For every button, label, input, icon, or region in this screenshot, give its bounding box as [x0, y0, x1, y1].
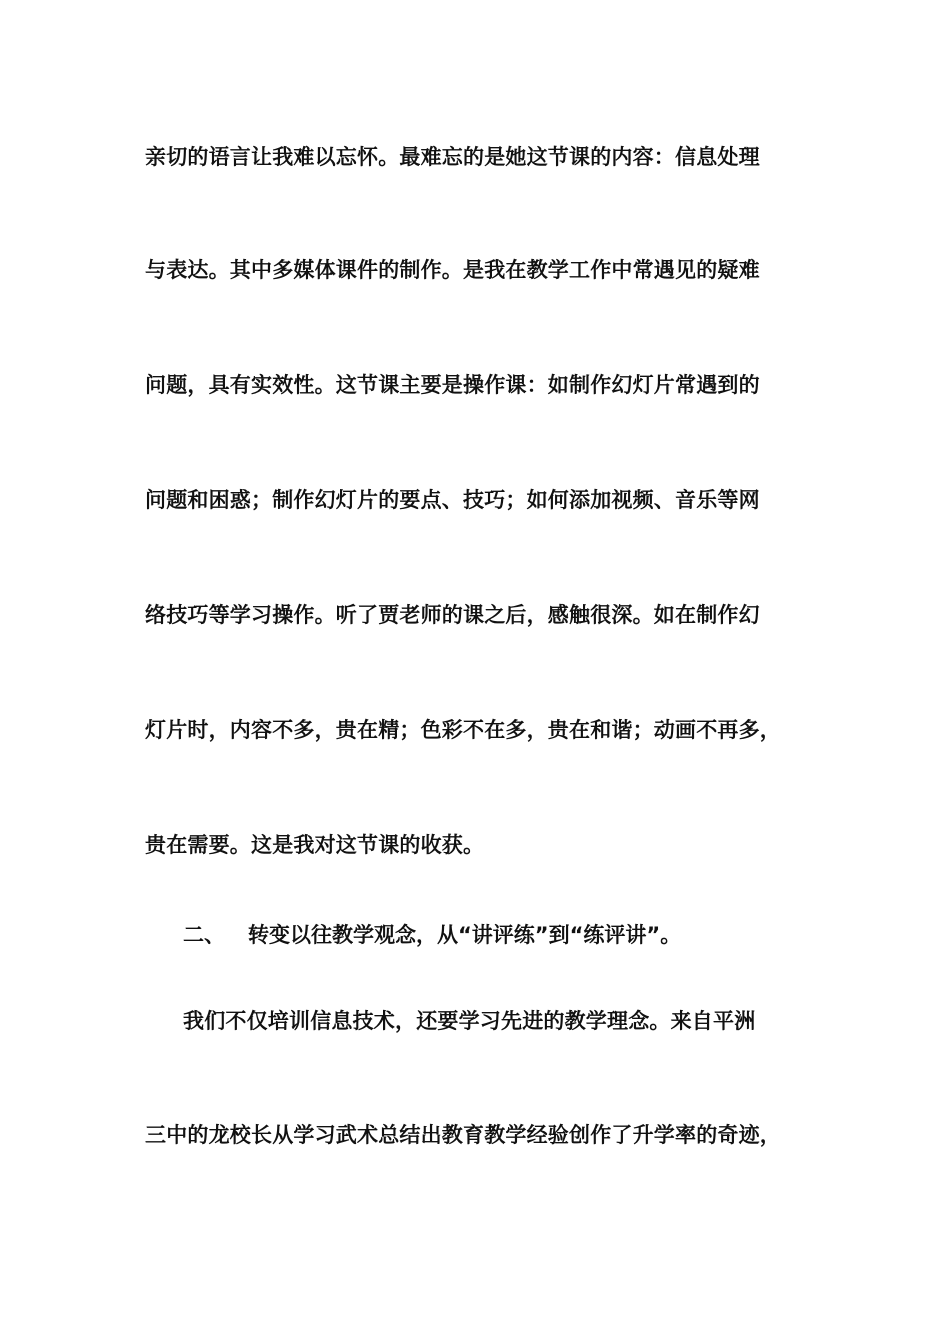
paragraph-1-line-4: 问题和困惑；制作幻灯片的要点、技巧；如何添加视频、音乐等网	[145, 488, 760, 512]
paragraph-1-line-6: 灯片时，内容不多，贵在精；色彩不在多，贵在和谐；动画不再多，	[145, 718, 781, 742]
paragraph-1-line-5: 络技巧等学习操作。听了贾老师的课之后，感触很深。如在制作幻	[145, 603, 760, 627]
paragraph-2-line-2: 三中的龙校长从学习武术总结出教育教学经验创作了升学率的奇迹，	[145, 1123, 781, 1147]
section-number: 二、	[183, 923, 225, 947]
paragraph-1-line-2: 与表达。其中多媒体课件的制作。是我在教学工作中常遇见的疑难	[145, 258, 760, 282]
paragraph-1-line-1: 亲切的语言让我难以忘怀。最难忘的是她这节课的内容：信息处理	[145, 145, 760, 169]
paragraph-1-line-3: 问题，具有实效性。这节课主要是操作课：如制作幻灯片常遇到的	[145, 373, 760, 397]
paragraph-2-line-1: 我们不仅培训信息技术，还要学习先进的教学理念。来自平洲	[183, 1009, 756, 1033]
section-title: 转变以往教学观念，从“讲评练”到“练评讲”。	[248, 923, 682, 947]
paragraph-1-line-7: 贵在需要。这是我对这节课的收获。	[145, 833, 485, 857]
